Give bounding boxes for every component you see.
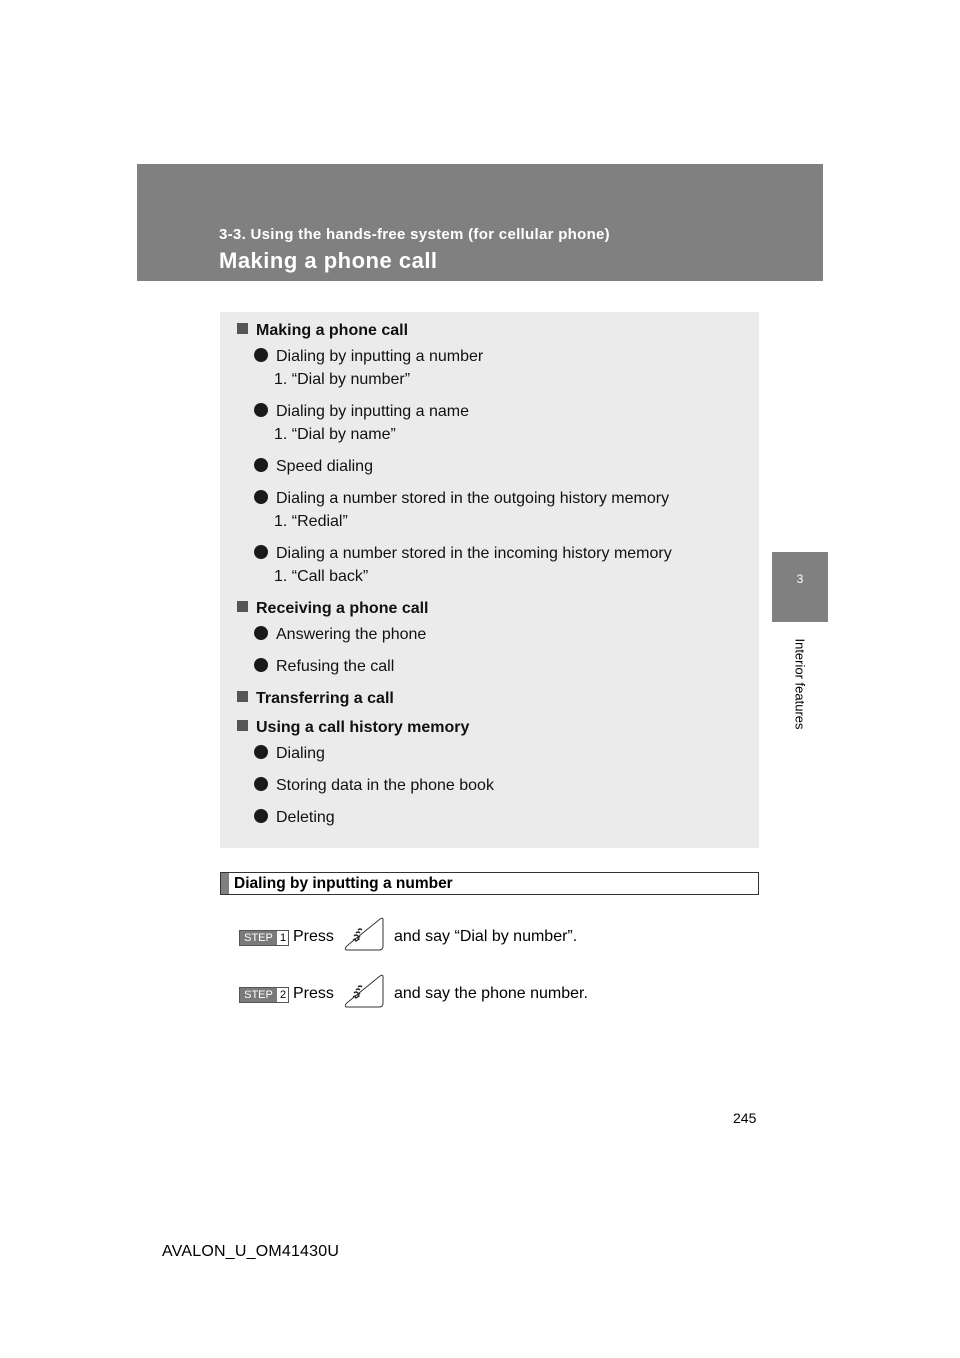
overview-item: Dialing a number stored in the incoming history memory: [237, 545, 672, 563]
overview-heading: Using a call history memory: [237, 719, 469, 737]
section-heading-bar: [221, 873, 229, 894]
round-bullet-icon: [254, 777, 268, 791]
overview-item: Storing data in the phone book: [237, 777, 494, 795]
step-badge: STEP 2: [239, 987, 289, 1003]
overview-item: Refusing the call: [237, 658, 394, 676]
round-bullet-icon: [254, 626, 268, 640]
overview-command: 1. “Dial by number”: [274, 371, 411, 388]
square-bullet-icon: [237, 720, 248, 731]
overview-command: 1. “Call back”: [274, 568, 369, 585]
chapter-side-tab[interactable]: [772, 552, 828, 622]
step-text: and say the phone number.: [394, 985, 588, 1002]
chapter-header-band: [137, 164, 823, 281]
round-bullet-icon: [254, 745, 268, 759]
overview-item: Answering the phone: [237, 626, 426, 644]
round-bullet-icon: [254, 545, 268, 559]
round-bullet-icon: [254, 658, 268, 672]
section-heading: [220, 872, 759, 895]
overview-command: 1. “Dial by name”: [274, 426, 396, 443]
overview-heading: Making a phone call: [237, 322, 408, 340]
overview-heading: Receiving a phone call: [237, 600, 429, 618]
overview-item: Dialing: [237, 745, 325, 763]
chapter-side-label: [791, 632, 809, 736]
talk-switch-icon: [341, 973, 387, 1009]
square-bullet-icon: [237, 691, 248, 702]
section-label: 3-3. Using the hands-free system (for cellular phone): [219, 226, 610, 243]
overview-item: Dialing a number stored in the outgoing history memory: [237, 490, 669, 508]
overview-item: Deleting: [237, 809, 335, 827]
step-text: Press: [293, 928, 334, 945]
overview-box: [220, 312, 759, 848]
section-heading-text: Dialing by inputting a number: [234, 875, 453, 892]
step-text: and say “Dial by number”.: [394, 928, 578, 945]
round-bullet-icon: [254, 809, 268, 823]
page-number: 245: [733, 1110, 757, 1126]
chapter-number: 3: [796, 572, 804, 586]
square-bullet-icon: [237, 601, 248, 612]
round-bullet-icon: [254, 490, 268, 504]
chapter-side-label-text: Interior features: [792, 638, 808, 730]
overview-item: Speed dialing: [237, 458, 373, 476]
overview-command: 1. “Redial”: [274, 513, 348, 530]
overview-heading: Transferring a call: [237, 690, 394, 708]
document-code: AVALON_U_OM41430U: [162, 1243, 340, 1260]
step-badge: STEP 1: [239, 930, 289, 946]
page-title: Making a phone call: [219, 248, 438, 273]
round-bullet-icon: [254, 348, 268, 362]
step-text: Press: [293, 985, 334, 1002]
overview-item: Dialing by inputting a name: [237, 403, 469, 421]
square-bullet-icon: [237, 323, 248, 334]
talk-switch-icon: [341, 916, 387, 952]
overview-item: Dialing by inputting a number: [237, 348, 483, 366]
round-bullet-icon: [254, 458, 268, 472]
round-bullet-icon: [254, 403, 268, 417]
